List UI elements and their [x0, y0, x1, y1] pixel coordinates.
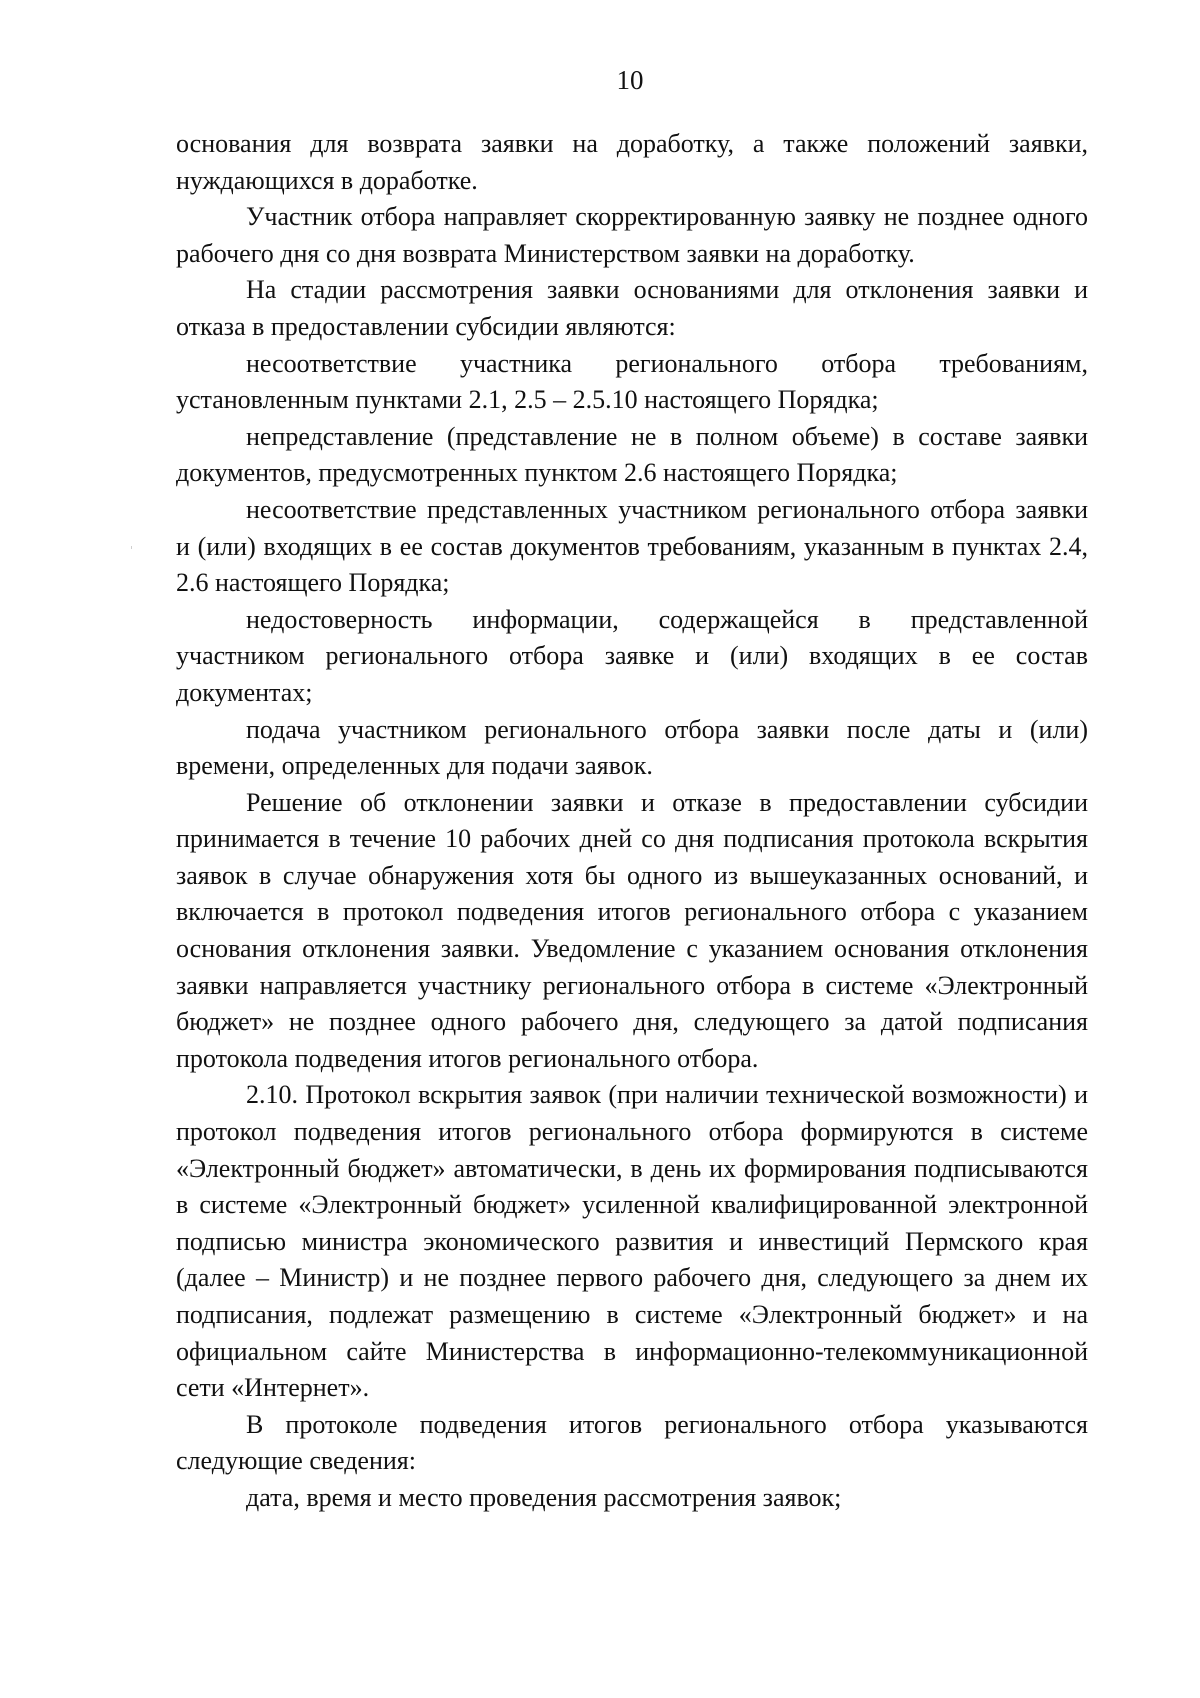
paragraph-protocol-contents-intro: В протоколе подведения итогов регионального отбора указываются следующие сведения: [176, 1409, 1088, 1476]
paragraph-rejection-decision: Решение об отклонении заявки и отказе в предоставлении субсидии принимается в течение 10 рабочих дней со дня подписания протокола вскрытия заявок в случае обнаружения хотя бы одного из вышеуказанных оснований, и включается в протокол подведения итогов регионального отбора с указанием основания отклонения заявки. Уведомление с указанием основания отклонения заявки направляется участнику регионального отбора в системе «Электронный бюджет» не позднее одного рабочего дня, следующего за датой подписания протокола подведения итогов регионального отбора. [176, 787, 1088, 1073]
list-item-missing-documents: непредставление (представление не в полном объеме) в составе заявки документов, предусмотренных пунктом 2.6 настоящего Порядка; [176, 421, 1088, 488]
page-number: 10 [616, 65, 644, 95]
document-body [176, 126, 1088, 1517]
paragraph-continuation: основания для возврата заявки на доработку, а также положений заявки, нуждающихся в доработке. [176, 129, 1088, 195]
list-item-unreliable-information: недостоверность информации, содержащейся в представленной участником регионального отбора заявке и (или) входящих в ее состав документах; [176, 604, 1088, 707]
list-item-noncompliance-documents: несоответствие представленных участником регионального отбора заявки и (или) входящих в ее состав документов требованиям, указанным в пунктах 2.4, 2.6 настоящего Порядка; [176, 494, 1088, 598]
paragraph-participant-resubmission: Участник отбора направляет скорректированную заявку не позднее одного рабочего дня со дня возврата Министерством заявки на доработку. [176, 202, 1088, 268]
list-item-noncompliance-participant: несоответствие участника регионального отбора требованиям, установленным пунктами 2.1, 2.5 – 2.5.10 настоящего Порядка; [176, 348, 1088, 415]
paragraph-section-2-10: 2.10. Протокол вскрытия заявок (при наличии технической возможности) и протокол подведения итогов регионального отбора формируются в системе «Электронный бюджет» автоматически, в день их формирования подписываются в системе «Электронный бюджет» усиленной квалифицированной электронной подписью министра экономического развития и инвестиций Пермского края (далее – Министр) и не позднее первого рабочего дня, следующего за днем их подписания, подлежат размещению в системе «Электронный бюджет» и на официальном сайте Министерства в информационно-телекоммуникационной сети «Интернет». [176, 1080, 1088, 1403]
paragraph-rejection-grounds-intro: На стадии рассмотрения заявки основаниями для отклонения заявки и отказа в предоставлении субсидии являются: [176, 275, 1088, 341]
list-item-date-time-place: дата, время и место проведения рассмотрения заявок; [246, 1482, 842, 1512]
scan-margin-mark [131, 546, 132, 549]
list-item-late-submission: подача участником регионального отбора заявки после даты и (или) времени, определенных для подачи заявок. [176, 714, 1088, 781]
